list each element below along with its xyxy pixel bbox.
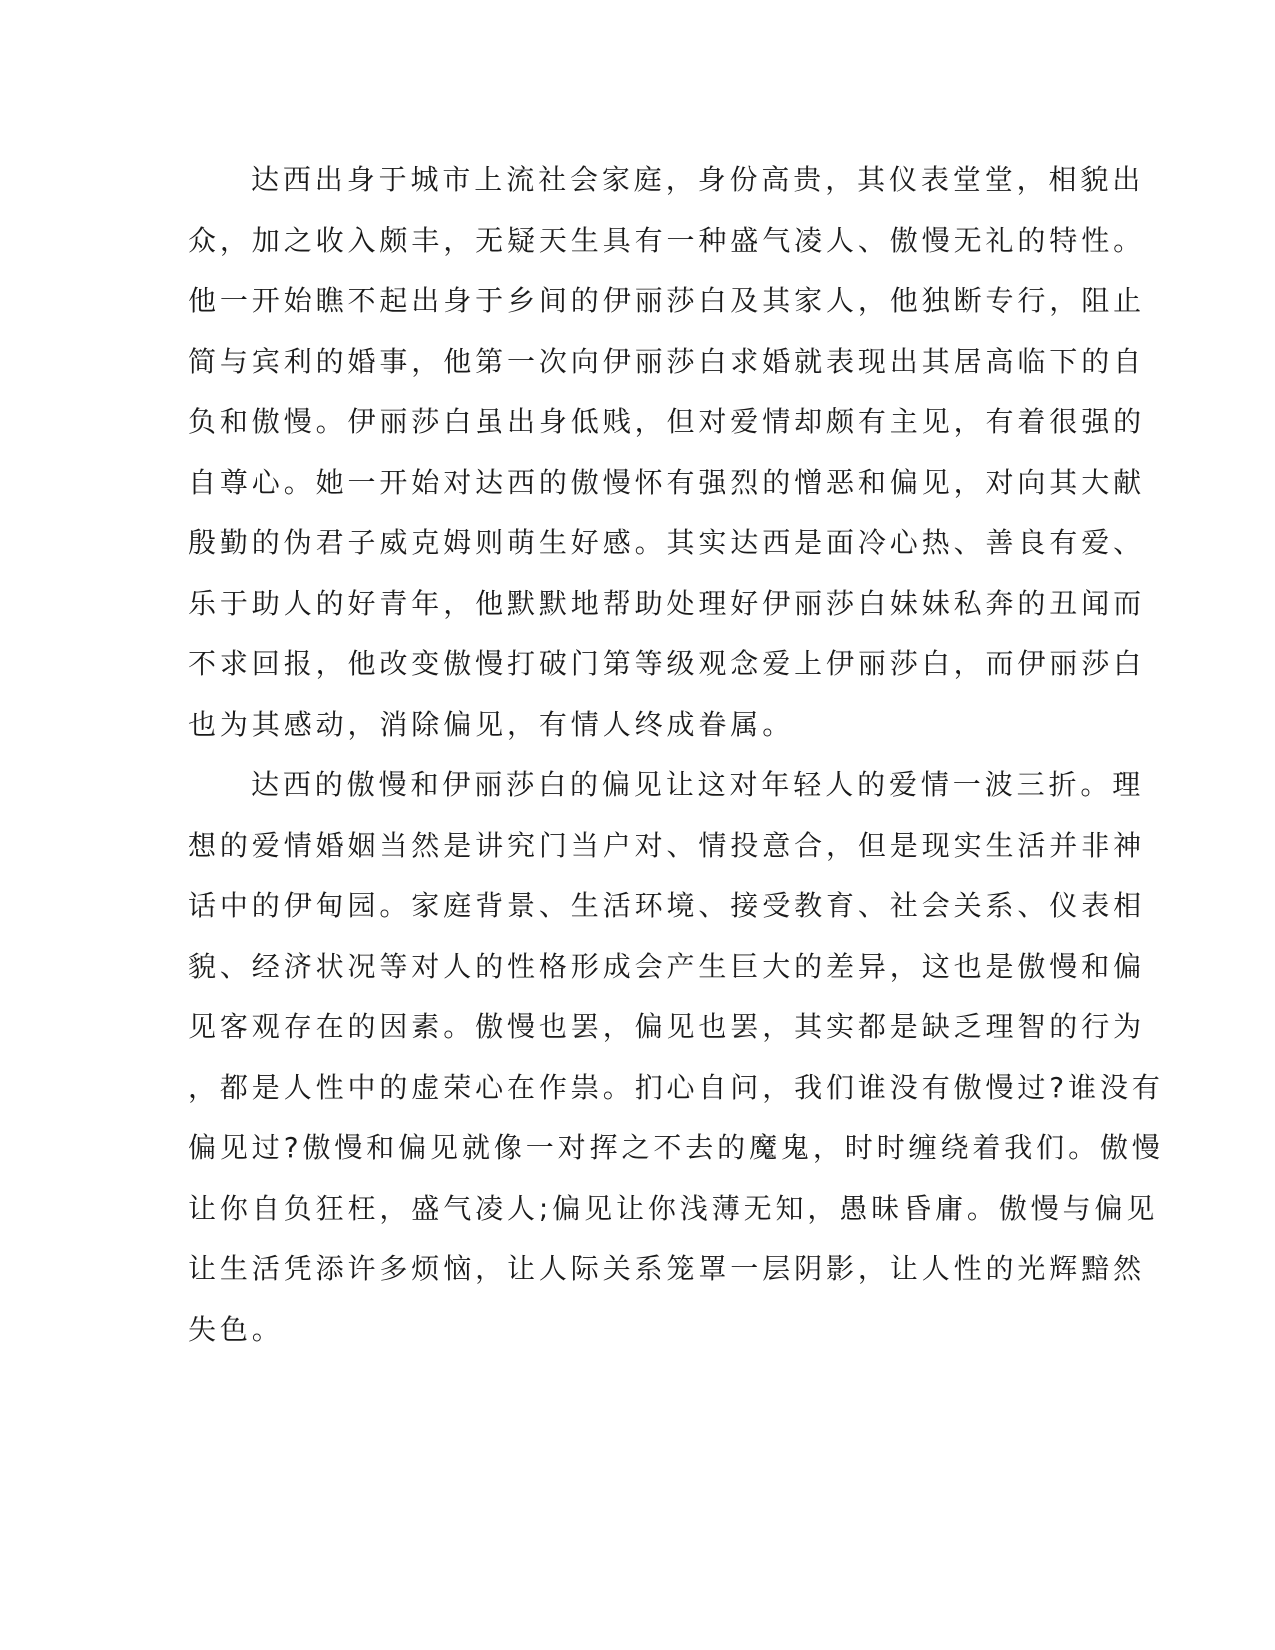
text-line: 简与宾利的婚事，他第一次向伊丽莎白求婚就表现出其居高临下的自 xyxy=(188,344,1146,378)
text-line: 乐于助人的好青年，他默默地帮助处理好伊丽莎白妹妹私奔的丑闻而 xyxy=(188,586,1146,620)
text-line: 负和傲慢。伊丽莎白虽出身低贱，但对爱情却颇有主见，有着很强的 xyxy=(188,405,1146,438)
text-line: 达西的傲慢和伊丽莎白的偏见让这对年轻人的爱情一波三折。理 xyxy=(251,768,1145,801)
text-line: 自尊心。她一开始对达西的傲慢怀有强烈的憎恶和偏见，对向其大献 xyxy=(188,465,1146,499)
text-line: 也为其感动，消除偏见，有情人终成眷属。 xyxy=(188,707,795,741)
text-line: 失色。 xyxy=(188,1312,284,1346)
text-line: 他一开始瞧不起出身于乡间的伊丽莎白及其家人，他独断专行，阻止 xyxy=(188,284,1146,317)
text-line: 让生活凭添许多烦恼，让人际关系笼罩一层阴影，让人性的光辉黯然 xyxy=(188,1252,1146,1285)
text-line: 不求回报，他改变傲慢打破门第等级观念爱上伊丽莎白，而伊丽莎白 xyxy=(188,647,1146,680)
text-line: 让你自负狂枉，盛气凌人;偏见让你浅薄无知，愚昧昏庸。傲慢与偏见 xyxy=(188,1191,1159,1225)
text-line: 殷勤的伪君子威克姆则萌生好感。其实达西是面冷心热、善良有爱、 xyxy=(188,526,1146,559)
text-line: 见客观存在的因素。傲慢也罢，偏见也罢，其实都是缺乏理智的行为 xyxy=(188,1010,1146,1043)
text-line: 众，加之收入颇丰，无疑天生具有一种盛气凌人、傲慢无礼的特性。 xyxy=(188,223,1146,257)
text-line: 偏见过?傲慢和偏见就像一对挥之不去的魔鬼，时时缠绕着我们。傲慢 xyxy=(188,1131,1164,1164)
text-line: 话中的伊甸园。家庭背景、生活环境、接受教育、社会关系、仪表相 xyxy=(188,889,1146,922)
text-line: 貌、经济状况等对人的性格形成会产生巨大的差异，这也是傲慢和偏 xyxy=(188,949,1146,983)
text-line: 达西出身于城市上流社会家庭，身份高贵，其仪表堂堂，相貌出 xyxy=(251,163,1145,196)
text-line: 想的爱情婚姻当然是讲究门当户对、情投意合，但是现实生活并非神 xyxy=(188,828,1146,862)
text-line: ，都是人性中的虚荣心在作祟。扪心自问，我们谁没有傲慢过?谁没有 xyxy=(188,1070,1164,1104)
